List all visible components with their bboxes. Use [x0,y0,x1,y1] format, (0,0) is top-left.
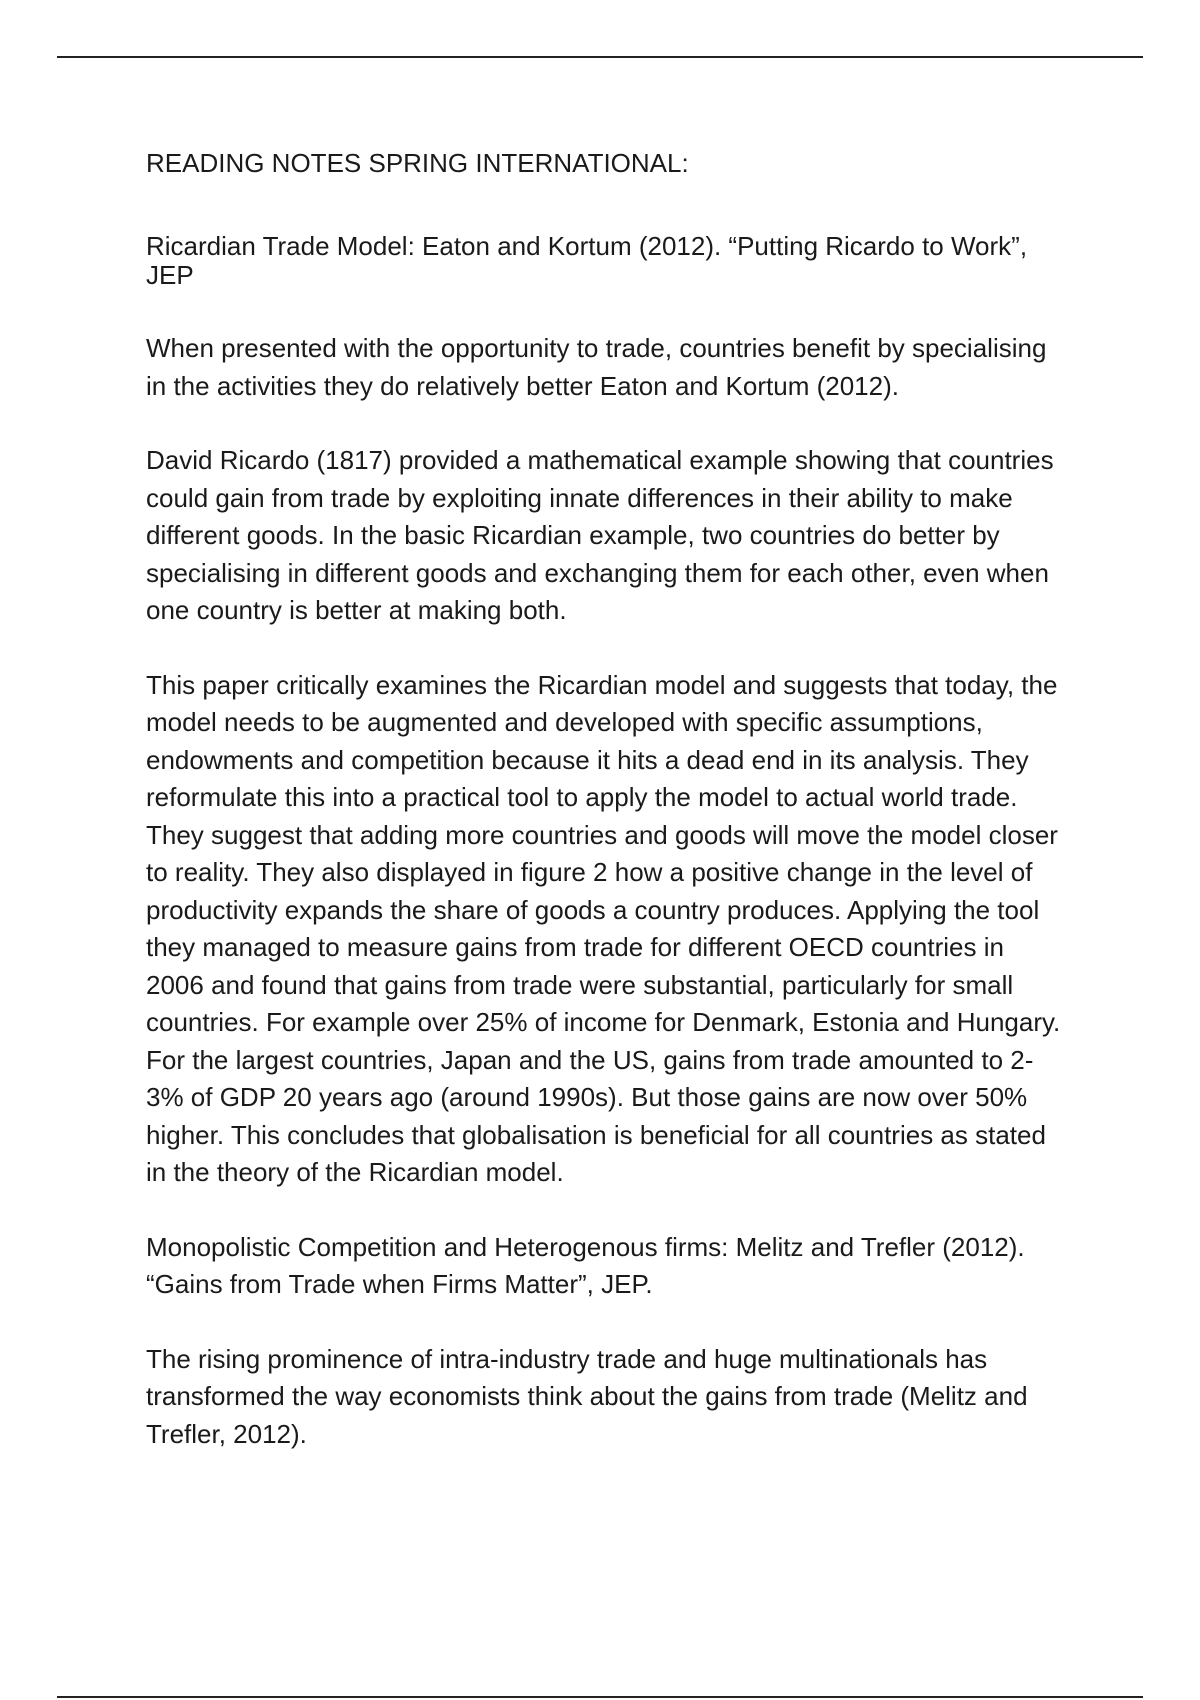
bottom-divider [57,1696,1143,1698]
top-divider [57,56,1143,58]
paragraph-2: David Ricardo (1817) provided a mathematical example showing that countries could gain from trade by exploiting innate differences in their ability to make different goods. In the basic Ricardian example, two countries do better by specialising in different goods and exchanging them for each other, even when one country is better at making both. [146,445,1054,625]
paragraph-4: The rising prominence of intra-industry trade and huge multinationals has transformed the way economists think about the gains from trade (Melitz and Trefler, 2012). [146,1343,1028,1449]
document-heading: READING NOTES SPRING INTERNATIONAL: [146,148,689,178]
section1-reference: Ricardian Trade Model: Eaton and Kortum (2012). “Putting Ricardo to Work”, JEP [146,231,1028,290]
section2-reference: Monopolistic Competition and Heterogenous firms: Melitz and Trefler (2012). “Gains from Trade when Firms Matter”, JEP. [146,1231,1025,1299]
paragraph-1: When presented with the opportunity to trade, countries benefit by specialising in the activities they do relatively better Eaton and Kortum (2012). [146,333,1047,401]
document-body [146,146,1066,1490]
paragraph-3: This paper critically examines the Ricardian model and suggests that today, the model needs to be augmented and developed with specific assumptions, endowments and competition because it hits a dead end in its analysis. They reformulate this into a practical tool to apply the model to actual world trade. They suggest that adding more countries and goods will move the model closer to reality. They also displayed in figure 2 how a positive change in the level of productivity expands the share of goods a country produces. Applying the tool they managed to measure gains from trade for different OECD countries in 2006 and found that gains from trade were substantial, particularly for small countries. For example over 25% of income for Denmark, Estonia and Hungary. For the largest countries, Japan and the US, gains from trade amounted to 2-3% of GDP 20 years ago (around 1990s). But those gains are now over 50% higher. This concludes that globalisation is beneficial for all countries as stated in the theory of the Ricardian model. [146,669,1061,1187]
